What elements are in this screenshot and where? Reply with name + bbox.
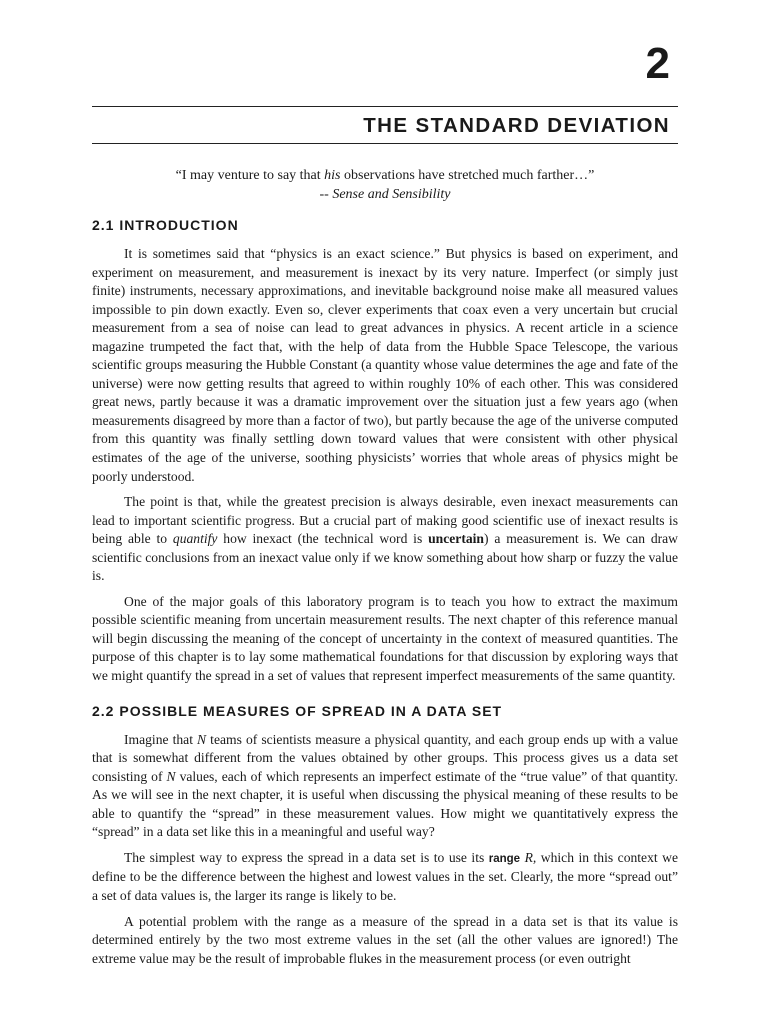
chapter-number: 2: [645, 39, 670, 88]
paragraph: It is sometimes said that “physics is an exact science.” But physics is based on experiment, and experiment on measurement, and measurement is inexact by its very nature. Imperfect (or simply just finite) instruments, necessary approximations, and inevitable background noise make all measured values impossible to pin down exactly. Even so, clever experiments that coax even a very uncertain but crucial measurement from a sea of noise can lead to great advances in physics. A recent article in a science magazine trumpeted the fact that, with the help of data from the Hubble Space Telescope, the various scientific groups measuring the Hubble Constant (a quantity whose value determines the age and fate of the universe) were now getting results that agreed to within roughly 10% of each other. This was considered great news, partly because it was a dramatic improvement over the situation just a few years ago (when measurements disagreed by more than a factor of two), but partly because the age of the universe computed from this quantity was finally settling down toward values that were consistent with other physical estimates of the age of the universe, soothing physicists’ worries that whole areas of physics might be poorly understood.: [92, 246, 678, 484]
paragraph: [92, 493, 678, 586]
term-range: range: [488, 852, 521, 865]
epigraph-quote-emphasis: his: [324, 168, 341, 183]
chapter-title: THE STANDARD DEVIATION: [363, 114, 670, 137]
chapter-body: [92, 214, 678, 975]
variable-r: R,: [524, 849, 537, 865]
epigraph-quote: [92, 166, 678, 185]
text-run: ) a measurement is. We can draw scientific conclusions from an inexact value only if we know something about how sharp or fuzzy the value is.: [92, 531, 678, 584]
variable-n: N: [197, 731, 207, 747]
section-heading-measures-of-spread: 2.2 POSSIBLE MEASURES OF SPREAD IN A DATA SET: [92, 702, 503, 719]
emphasis-quantify: quantify: [172, 531, 218, 547]
epigraph-quote-text-end: observations have stretched much farther…”: [340, 168, 595, 183]
text-run: teams of scientists measure a physical quantity, and each group ends up with a value that is somewhat different from the values obtained by other groups. This process gives us a data set consisting of: [92, 731, 678, 784]
text-run: how inexact (the technical word is: [217, 531, 429, 547]
section-heading-introduction: 2.1 INTRODUCTION: [92, 217, 239, 233]
epigraph-source-prefix: --: [319, 187, 333, 202]
text-run: The point is that, while the greatest precision is always desirable, even inexact measurements can lead to important scientific progress. But a crucial part of making good scientific use of inexact results is being able to: [92, 494, 678, 547]
epigraph: [92, 166, 678, 204]
paragraph: One of the major goals of this laboratory program is to teach you how to extract the maximum possible scientific meaning from uncertain measurement results. The next chapter of this reference manual will begin discussing the meaning of the concept of uncertainty in the context of measured quantities. The purpose of this chapter is to lay some mathematical foundations for that discussion by exploring ways that we might quantify the spread in a set of values that represent imperfect measurements of the same quantity.: [92, 593, 678, 684]
epigraph-source-title: Sense and Sensibility: [332, 187, 451, 202]
text-run: The simplest way to express the spread in a data set is to use its: [124, 849, 489, 865]
title-rule-top: [92, 106, 678, 107]
text-run: values, each of which represents an imperfect estimate of the “true value” of that quantity. As we will see in the next chapter, it is useful when discussing the physical meaning of these results to be able to quantify the “spread” in these measurement values. How might we quantitatively express the “spread” in a data set like this in a meaningful and useful way?: [92, 768, 678, 840]
paragraph: [92, 731, 678, 842]
title-rule-bottom: [92, 143, 678, 144]
variable-n: N: [166, 768, 176, 784]
term-uncertain: uncertain: [428, 531, 484, 547]
paragraph: [92, 849, 678, 906]
paragraph: A potential problem with the range as a measure of the spread in a data set is that its value is determined entirely by the two most extreme values in the set (all the other values are ignored!) The extreme value may be the result of improbable flukes in the measurement process (or even outright: [92, 913, 678, 966]
text-run: which in this context we define to be the difference between the highest and lowest values in the set. Clearly, the more “spread out” a set of data values is, the larger its range is likely to be.: [92, 849, 679, 903]
epigraph-quote-text: “I may venture to say that: [175, 168, 325, 183]
epigraph-source: [92, 185, 678, 204]
text-run: Imagine that: [124, 731, 198, 747]
